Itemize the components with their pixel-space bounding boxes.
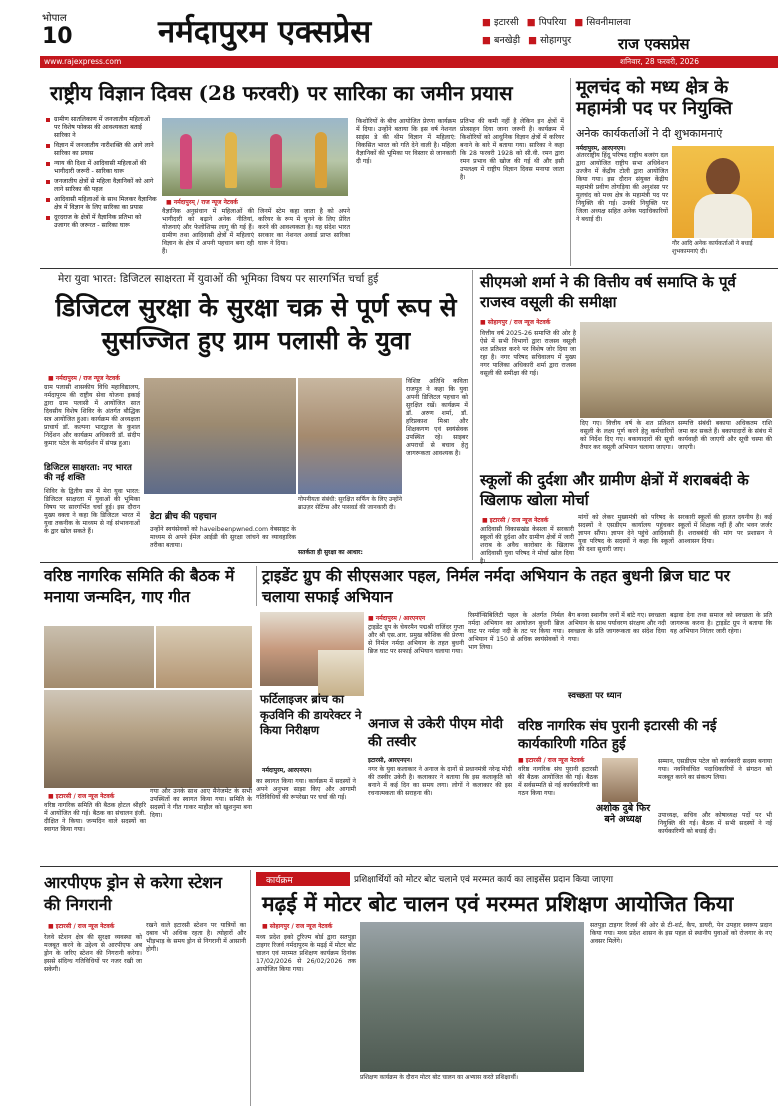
- lead-text-col2: जिनमें स्टेम कहा जाता है को अपने करियर के रूप में चुनने के लिए प्रेरित करने की आवश्यकता है। यह संदेश भारत सरकार का नेशनल अवार्ड प्राप्त सारिका घारू ने दिया।: [258, 208, 350, 247]
- cmo-headline: सीएमओ शर्मा ने की वित्तीय वर्ष समाप्ति के पूर्व राजस्व वसूली की समीक्षा: [480, 273, 736, 312]
- lead-byline: ■ नर्मदापुरम् / राज न्यूज नेटवर्क: [166, 199, 238, 206]
- old-itarsi-portrait: [602, 758, 638, 802]
- digital-headline: डिजिटल सुरक्षा के सुरक्षा चक्र से पूर्ण रूप से सुसज्जित हुए ग्राम पलासी के युवा: [55, 293, 457, 355]
- digital-caption: गोपनीयता संबंधी: सुरक्षित सर्फिंग के लिए उन्होंने ब्राउज़र सेटिंग्स और पासवर्ड की जानकारी दी।: [298, 496, 402, 511]
- list-item: ग्रामीण सातलिकाण में जनजातीय महिलाओं पर विशेष फोकस की आवश्यकता बताई सारिका ने: [46, 116, 158, 140]
- divider: [40, 866, 778, 867]
- section-tag[interactable]: सोहागपुर: [540, 35, 572, 46]
- trident-text-col3: बैग बनवा स्थानीय जनों में बांटे गए। स्वच्छता अभियान के साथ पर्यावरण संरक्षण और नदी स्वच्छता के प्रति जागरूकता का संदेश दिया गया।: [568, 612, 666, 643]
- divider: [256, 566, 257, 606]
- seniors-text-col2: गया और उनके साथ आए मैनेजमेंट के सभी उपस्थितों का स्वागत किया गया। समिति के सदस्यों ने गीत गाकर माहौल को खुशनुमा बना दिया।: [150, 788, 252, 819]
- tag-bullet-icon: ■: [482, 17, 491, 28]
- cmo-text-col3: सम्पत्ति संबंधी बकाया अधिकतम राशि जमा कर सकते हैं। बकायादारों के संबंध में कार्यवाही की जाएगी और सूची चस्पा की जाएगी।: [678, 420, 772, 451]
- old-itarsi-text-col2: सम्मान, एसडीएम पटेल को कार्यकारी सदस्य बनाया गया। नवनिर्वाचित पदाधिकारियों ने संगठन को मजबूत करने का संकल्प लिया।: [658, 758, 772, 781]
- section-tag[interactable]: सिवनीमालवा: [586, 17, 631, 28]
- old-itarsi-text-col3: उपाध्यक्ष, सचिव और कोषाध्यक्ष पदों पर भी नियुक्ति की गई। बैठक में सभी सदस्यों ने नई कार्यकारिणी को बधाई दी।: [658, 812, 772, 835]
- digital-subhead-breach: डेटा ब्रीच की पहचान: [150, 512, 217, 522]
- trident-text-col2: रिस्पॉन्सिबिलिटी पहल के अंतर्गत निर्मल नर्मदा अभियान का आयोजन बुधनी ब्रिज घाट पर नर्मदा नदी के तट पर किया गया। अभियान में 150 से अधिक स्वयंसेवकों ने भाग लिया।: [468, 612, 564, 651]
- appointment-text: अंतरराष्ट्रीय हिंदू परिषद राष्ट्रीय बजरंग दल द्वारा आयोजित राष्ट्रीय सभा अधिवेशन उज्जैन में केंद्रीय टोली द्वारा आयोजित किया गया। इस दौरान संयुक्त केंद्रीय महामंत्री प्रवीण तोगड़िया की अनुशंसा पर मूलचंद को मध्य क्षेत्र के महामंत्री पद पर नियुक्ति की गई। उनकी नियुक्ति पर जिला अध्यक्ष सहित अनेक पदाधिकारियों ने बधाई दी।: [576, 152, 668, 223]
- appointment-headline: मूलचंद को मध्य क्षेत्र के महामंत्री पद पर नियुक्ति: [576, 77, 733, 119]
- seniors-text-col3: का स्वागत किया गया। कार्यक्रम में सदस्यों ने अपने अनुभव साझा किए और आगामी गतिविधियों की रूपरेखा पर चर्चा की गई।: [256, 778, 356, 801]
- boat-text-col2: सतपुड़ा टाइगर रिजर्व की ओर से टी-शर्ट, कैप, डायरी, पेन उपहार स्वरूप प्रदान किया गया। मध्य प्रदेश शासन के इस पहल से स्थानीय युवाओं को रोजगार के नए अवसर मिलेंगे।: [590, 922, 772, 945]
- city-label: भोपाल: [42, 13, 67, 24]
- divider: [570, 78, 571, 266]
- fertilizer-byline: नर्मदापुरम, आरएनएन।: [262, 767, 312, 774]
- digital-byline: ■ नर्मदापुरम / राज न्यूज नेटवर्क: [48, 375, 120, 382]
- lead-text-col1: वैज्ञानिक अनुसंधान में महिलाओं की भागीदारी को बढ़ाने अनेक नीतियां, योजनाएं और फेलोशिप्स लागू की गई हैं। ग्रामीण तथा आदिवासी क्षेत्रों में महिलाएं विज्ञान के क्षेत्र में अपनी पहचान बना रही हैं।: [162, 208, 254, 255]
- seniors-photo-3: [44, 690, 252, 788]
- rpf-headline: आरपीएफ ड्रोन से करेगा स्टेशन की निगरानी: [44, 873, 223, 915]
- appointment-portrait: [672, 146, 774, 238]
- paper-title: नर्मदापुरम एक्सप्रेस: [158, 14, 372, 50]
- lead-bullets: [46, 116, 158, 266]
- trident-text-col1: ट्राइडेंट ग्रुप के चेयरमैन पद्मश्री राजिंदर गुप्ता और श्री एस.आर. प्रमुख कौशिक की प्रेरणा से निर्मल नर्मदा अभियान के तहत बुधनी ब्रिज घाट पर सफाई अभियान चलाया गया।: [368, 624, 464, 655]
- trident-subhead: स्वच्छता पर ध्यान: [568, 691, 622, 701]
- list-item: विज्ञान में जनजातीय नारीशक्ति की आगे लाने सारिका का प्रयास: [46, 142, 158, 158]
- schools-text-col2: मांगों को लेकर मुख्यमंत्री को परिषद के सदस्यों ने एसडीएम कार्यालय पहुंचकर ज्ञापन सौंपा। ज्ञापन देने पहुंचे आदिवासी युवा परिषद के सदस्यों ने कहा कि स्कूलों की दशा सुधारी जाए।: [578, 514, 674, 553]
- trident-bags-photo: [318, 650, 364, 696]
- seniors-byline: ■ इटारसी / राज न्यूज नेटवर्क: [48, 793, 115, 800]
- digital-subhead: डिजिटल साक्षरता: नए भारत की नई शक्ति: [44, 463, 132, 483]
- cmo-text-col1: वित्तीय वर्ष 2025-26 समाप्ति की ओर है ऐसे में सभी विभागों द्वारा राजस्व वसूली शत प्रतिशत करने पर विशेष जोर दिया जा रहा है। नगर परिषद सचिवालय में मुख्य नगर पालिका अधिकारी शर्मा द्वारा राजस्व वसूली की समीक्षा की गई।: [480, 330, 576, 377]
- rpf-byline: ■ इटारसी / राज न्यूज नेटवर्क: [48, 923, 115, 930]
- schools-headline: स्कूलों की दुर्दशा और ग्रामीण क्षेत्रों में शराबबंदी के खिलाफ खोला मोर्चा: [480, 471, 749, 510]
- tag-bullet-icon: ■: [528, 35, 538, 46]
- digital-text-col1: ग्राम पलासी शासकीय विधि महाविद्यालय, नर्मदापुरम की राष्ट्रीय सेवा योजना इकाई द्वारा ग्राम पलासी में आयोजित सात दिवसीय विशेष शिविर के अंतर्गत बौद्धिक सत्र आयोजित हुआ। कार्यक्रम की अध्यक्षता प्राचार्य डॉ. कल्पना भारद्वाज के कुशल निर्देशन और कार्यक्रम अधिकारी डॉ. संदीप कुमार पटेल के मार्गदर्शन में संपन्न हुआ।: [44, 384, 140, 447]
- tag-bullet-icon: ■: [526, 17, 536, 28]
- seniors-photo-2: [156, 626, 252, 688]
- pm-byline: इटारसी, आरएनएन।: [368, 757, 413, 764]
- trident-text-col4: बढ़ावा देना तथा समाज को स्वच्छता के प्रति जागरूक करना है। ट्राइडेंट ग्रुप ने बताया कि यह अभियान निरंतर जारी रहेगा।: [670, 612, 772, 635]
- seniors-text-col1: वरिष्ठ नागरिक समिति की बैठक होटल श्रीहरि में आयोजित की गई। बैठक का संचालन इंजी. दीक्षित ने किया। जन्मदिन वाले सदस्यों का स्वागत किया गया।: [44, 802, 146, 833]
- list-item: आदिवासी महिलाओं के साथ मिलकर वैज्ञानिक क्षेत्र में विज्ञान के लिए सारिका का प्रयास: [46, 196, 158, 212]
- issue-date: शनिवार, 28 फरवरी, 2026: [620, 57, 699, 66]
- seniors-headline: वरिष्ठ नागरिक समिति की बैठक में मनाया जन्मदिन, गाए गीत: [44, 566, 235, 606]
- list-item: दूरदराज के क्षेत्रों में वैज्ञानिक प्रतिभा को उजागर की जरूरत - सारिका घारू: [46, 214, 158, 230]
- digital-photo-classroom: [144, 378, 296, 494]
- divider: [40, 562, 778, 563]
- boat-caption: प्रशिक्षण कार्यक्रम के दौरान मोटर बोट चालन का अभ्यास करते प्रशिक्षार्थी।: [360, 1074, 519, 1081]
- tag-bullet-icon: ■: [574, 17, 584, 28]
- digital-text-col4: विशिष्ट अतिथि कविता राजपूत ने कहा कि युवा अपनी डिजिटल पहचान को सुरक्षित रखें। कार्यक्रम में डॉ. अरुण शर्मा, डॉ. हरिप्रकाश मिश्रा और शिक्षकगण एवं स्वयंसेवक उपस्थित रहे। साइबर अपराधों से बचाव हेतु जागरूकता आवश्यक है।: [406, 378, 468, 457]
- section-tag[interactable]: पिपरिया: [538, 17, 567, 28]
- digital-caption-safety: सतर्कता ही सुरक्षा का आधार:: [298, 549, 363, 556]
- schools-text-col1: आदिवासी विकासखंड केसला में सरकारी स्कूलों की दुर्दशा और ग्रामीण क्षेत्रों में जारी शराब के अवैध कारोबार के खिलाफ आदिवासी युवा परिषद ने मोर्चा खोल दिया: [480, 526, 574, 557]
- cmo-photo: [580, 322, 772, 418]
- divider: [472, 270, 473, 560]
- trident-byline: ■ नर्मदापुरम / आरएनएन: [368, 615, 426, 622]
- schools-byline: ■ इटारसी / राज न्यूज नेटवर्क: [482, 517, 549, 524]
- appointment-caption: गौर आदि अनेक कार्यकर्ताओं ने बधाई शुभकामनाएं दी।: [672, 240, 753, 255]
- website-link[interactable]: www.rajexpress.com: [44, 57, 122, 66]
- digital-kicker: मेरा युवा भारत: डिजिटल साक्षरता में युवाओं की भूमिका विषय पर सारगर्भित चर्चा हुई: [58, 273, 379, 285]
- appointment-subhead: अनेक कार्यकर्ताओं ने दी शुभकामनाएं: [576, 127, 723, 140]
- list-item: न्याय की दिशा में आदिवासी महिलाओं की भागीदारी जरूरी - सारिका घारू: [46, 160, 158, 176]
- divider: [250, 870, 251, 1106]
- brand-logo: राज एक्सप्रेस: [618, 35, 690, 53]
- lead-photo-dancers: [170, 124, 340, 194]
- digital-photo-group: [298, 378, 402, 494]
- cmo-byline: ■ सोहागपुर / राज न्यूज नेटवर्क: [480, 319, 551, 326]
- old-itarsi-byline: ■ इटारसी / राज न्यूज नेटवर्क: [518, 757, 585, 764]
- boat-byline: ■ सोहागपुर / राज न्यूज नेटवर्क: [262, 923, 333, 930]
- old-itarsi-headline: वरिष्ठ नागरिक संघ पुरानी इटारसी की नई कार्यकारिणी गठित हुई: [518, 718, 717, 752]
- digital-text-col1b: शिविर के द्वितीय सत्र में मेरा युवा भारत: डिजिटल साक्षरता में युवाओं की भूमिका विषय पर सारगर्भित चर्चा हुई। इस दौरान मुख्य वक्ता ने कहा कि डिजिटल भारत में युवा तकनीक के माध्यम से नई संभावनाओं के द्वार खोल सकते हैं।: [44, 488, 140, 535]
- appointment-byline: नर्मदापुरम, आरएनएन।: [576, 145, 626, 152]
- cmo-text-col2: दिए गए। वित्तीय वर्ष के शत प्रतिशत वसूली के लक्ष्य पूर्ण करने हेतु कर्मचारियों को निर्देश दिए गए। बकायादारों की सूची तैयार कर वसूली अभियान चलाया जाएगा।: [580, 420, 674, 451]
- rpf-text-col1: रेलवे स्टेशन क्षेत्र की सुरक्षा व्यवस्था को मजबूत करने के उद्देश्य से आरपीएफ अब ड्रोन के जरिए स्टेशन की निगरानी करेगा। इससे संदिग्ध गतिविधियों पर नजर रखी जा सकेगी।: [44, 934, 142, 973]
- lead-text-col3: किशोरियों के बीच आयोजित प्रेरणा कार्यक्रम में दिया। उन्होंने बताया कि इस वर्ष नेशनल साइंस डे की थीम विज्ञान में महिलाएं: विकसित भारत को गति देने वाली है। महिला वैज्ञानिकों की भूमिका पर विस्तार से जानकारी दी गई।: [356, 118, 457, 165]
- section-tag[interactable]: बनखेड़ी: [494, 35, 521, 46]
- trident-headline: ट्राइडेंट ग्रुप की सीएसआर पहल, निर्मल नर्मदा अभियान के तहत बुधनी ब्रिज घाट पर चलाया सफाई अभियान: [262, 566, 730, 606]
- digital-text-breach: उन्होंने स्वयंसेवकों को haveibeenpwned.com वेबसाइट के माध्यम से अपने ईमेल आईडी की सुरक्षा जांचने का व्यावहारिक तरीका बताया।: [150, 526, 296, 549]
- boat-photo: [360, 922, 584, 1072]
- schools-text-col3: सरकारी स्कूलों की हालत दयनीय है। कई स्कूलों में शिक्षक नहीं हैं और भवन जर्जर हैं। शराबबंदी की मांग पर प्रशासन ने आश्वासन दिया।: [678, 514, 772, 545]
- tag-bullet-icon: ■: [482, 35, 491, 46]
- boat-kicker: प्रशिक्षार्थियों को मोटर बोट चलाने एवं मरम्मत कार्य का लाइसेंस प्रदान किया जाएगा: [354, 875, 614, 885]
- header-strip: [40, 56, 778, 68]
- page-number: 10: [42, 24, 73, 49]
- divider: [40, 268, 778, 269]
- boat-headline: मढ़ई में मोटर बोट चालन एवं मरम्मत प्रशिक्षण आयोजित किया: [262, 891, 734, 916]
- rpf-text-col2: रखने वाले इटारसी स्टेशन पर यात्रियों का दबाव भी अधिक रहता है। त्योहारों और भीड़भाड़ के समय ड्रोन से निगरानी में आसानी होगी।: [146, 922, 246, 953]
- pm-headline: अनाज से उकेरी पीएम मोदी की तस्वीर: [368, 716, 503, 750]
- lead-headline: राष्ट्रीय विज्ञान दिवस (28 फरवरी) पर सारिका का जमीन प्रयास: [50, 81, 513, 105]
- section-tag[interactable]: इटारसी: [494, 17, 519, 28]
- masthead: [0, 0, 778, 70]
- boat-kicker-label: कार्यक्रम: [256, 872, 350, 886]
- seniors-photo-1: [44, 626, 154, 688]
- list-item: जनजातीय क्षेत्रों से महिला वैज्ञानिकों को आगे लाने सारिका की पहल: [46, 178, 158, 194]
- lead-text-col4: प्रतिभा की कमी नहीं है लेकिन इन क्षेत्रों में प्रोत्साहन दिया जाना जरूरी है। कार्यक्रम में किशोरियों को आधुनिक विज्ञान क्षेत्रों में करियर बनाने के बारे में बताया गया। सारिका ने कहा कि 28 फरवरी 1928 को सी.वी. रमन द्वारा रमन प्रभाव की खोज की गई थी और इसी उपलक्ष्य में राष्ट्रीय विज्ञान दिवस मनाया जाता है।: [460, 118, 564, 181]
- old-itarsi-text-col1: वरिष्ठ नागरिक संघ पुरानी इटारसी की बैठक आयोजित की गई। बैठक में सर्वसम्मति से नई कार्यकारिणी का गठन किया गया।: [518, 766, 598, 797]
- old-itarsi-pull-quote: अशोक दुबे फिर बने अध्यक्ष: [595, 803, 651, 825]
- pm-text: नगर के युवा कलाकार ने अनाज के दानों से प्रधानमंत्री नरेन्द्र मोदी की तस्वीर उकेरी है। कलाकार ने बताया कि इस कलाकृति को बनाने में कई दिन का समय लगा। लोगों ने कलाकार की इस रचनात्मकता की सराहना की।: [368, 766, 512, 797]
- fertilizer-headline: फर्टिलाइजर ब्रांच का कृउविनि की डायरेक्टर ने किया निरीक्षण: [260, 692, 362, 738]
- boat-text-col1: मध्य प्रदेश इको टूरिज्म बोर्ड द्वारा सतपुड़ा टाइगर रिजर्व नर्मदापुरम के मढ़ई में मोटर बोट चालन एवं मरम्मत प्रशिक्षण कार्यक्रम दिनांक 17/02/2026 से 26/02/2026 तक आयोजित किया गया।: [256, 934, 356, 973]
